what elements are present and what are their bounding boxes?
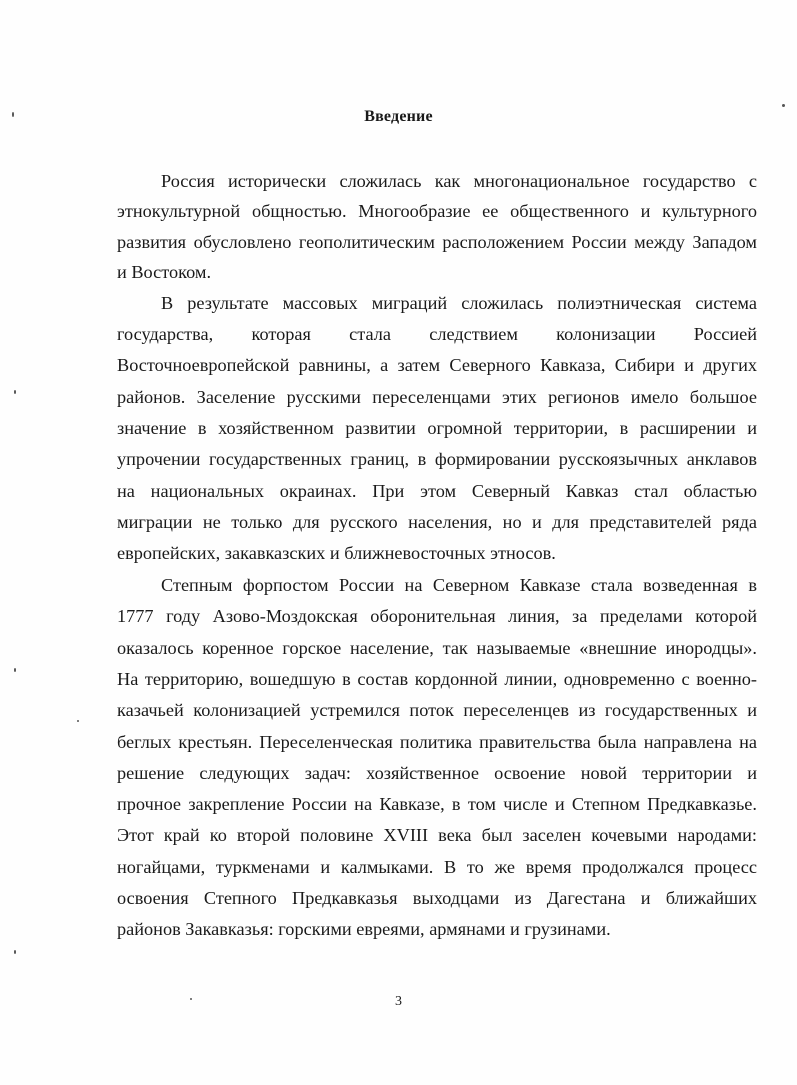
text-line: миграции не только для русского населения, но и для представителей ряда (117, 512, 757, 532)
page-title: Введение (364, 108, 433, 125)
text-line: упрочении государственных границ, в формировании русскоязычных анклавов (117, 449, 757, 469)
scan-speck (190, 998, 192, 1000)
text-line: В результате массовых миграций сложилась полиэтническая система (161, 293, 757, 313)
text-line: этнокультурной общностью. Многообразие ее общественного и культурного (117, 201, 757, 221)
text-line: ногайцами, туркменами и калмыками. В то же время продолжался процесс (117, 857, 757, 877)
text-line: Этот край ко второй половине XVIII века был заселен кочевыми народами: (117, 825, 757, 845)
text-line: На территорию, вошедшую в состав кордонной линии, одновременно с военно- (117, 669, 757, 689)
scan-speck (14, 950, 16, 954)
text-line: государства, которая стала следствием колонизации Россией (117, 324, 757, 344)
text-line: беглых крестьян. Переселенческая политика правительства была направлена на (117, 732, 757, 752)
text-line: решение следующих задач: хозяйственное освоение новой территории и (117, 763, 757, 783)
page-number: 3 (395, 994, 402, 1009)
text-line: районов. Заселение русскими переселенцами этих регионов имело большое (117, 387, 757, 407)
text-line: значение в хозяйственном развитии огромной территории, в расширении и (117, 418, 757, 438)
text-line: 1777 году Азово-Моздокская оборонительная линия, за пределами которой (117, 606, 757, 626)
scan-speck (14, 668, 16, 672)
scan-speck (77, 720, 79, 722)
text-line: казачьей колонизацией устремился поток переселенцев из государственных и (117, 700, 757, 720)
text-line: оказалось коренное горское население, так называемые «внешние инородцы». (117, 638, 757, 658)
text-line: районов Закавказья: горскими евреями, армянами и грузинами. (117, 919, 611, 939)
scan-speck (12, 112, 14, 117)
scan-speck (782, 104, 785, 107)
text-line: Восточноевропейской равнины, а затем Северного Кавказа, Сибири и других (117, 355, 757, 375)
text-line: Степным форпостом России на Северном Кавказе стала возведенная в (161, 575, 757, 595)
text-line: Россия исторически сложилась как многонациональное государство с (161, 171, 757, 191)
text-line: на национальных окраинах. При этом Северный Кавказ стал областью (117, 481, 757, 501)
scan-speck (14, 390, 16, 394)
text-line: освоения Степного Предкавказья выходцами из Дагестана и ближайших (117, 888, 757, 908)
text-line: прочное закрепление России на Кавказе, в том числе и Степном Предкавказье. (117, 794, 757, 814)
text-line: европейских, закавказских и ближневосточных этносов. (117, 543, 556, 563)
text-line: и Востоком. (117, 262, 212, 282)
text-line: развития обусловлено геополитическим расположением России между Западом (117, 232, 757, 252)
